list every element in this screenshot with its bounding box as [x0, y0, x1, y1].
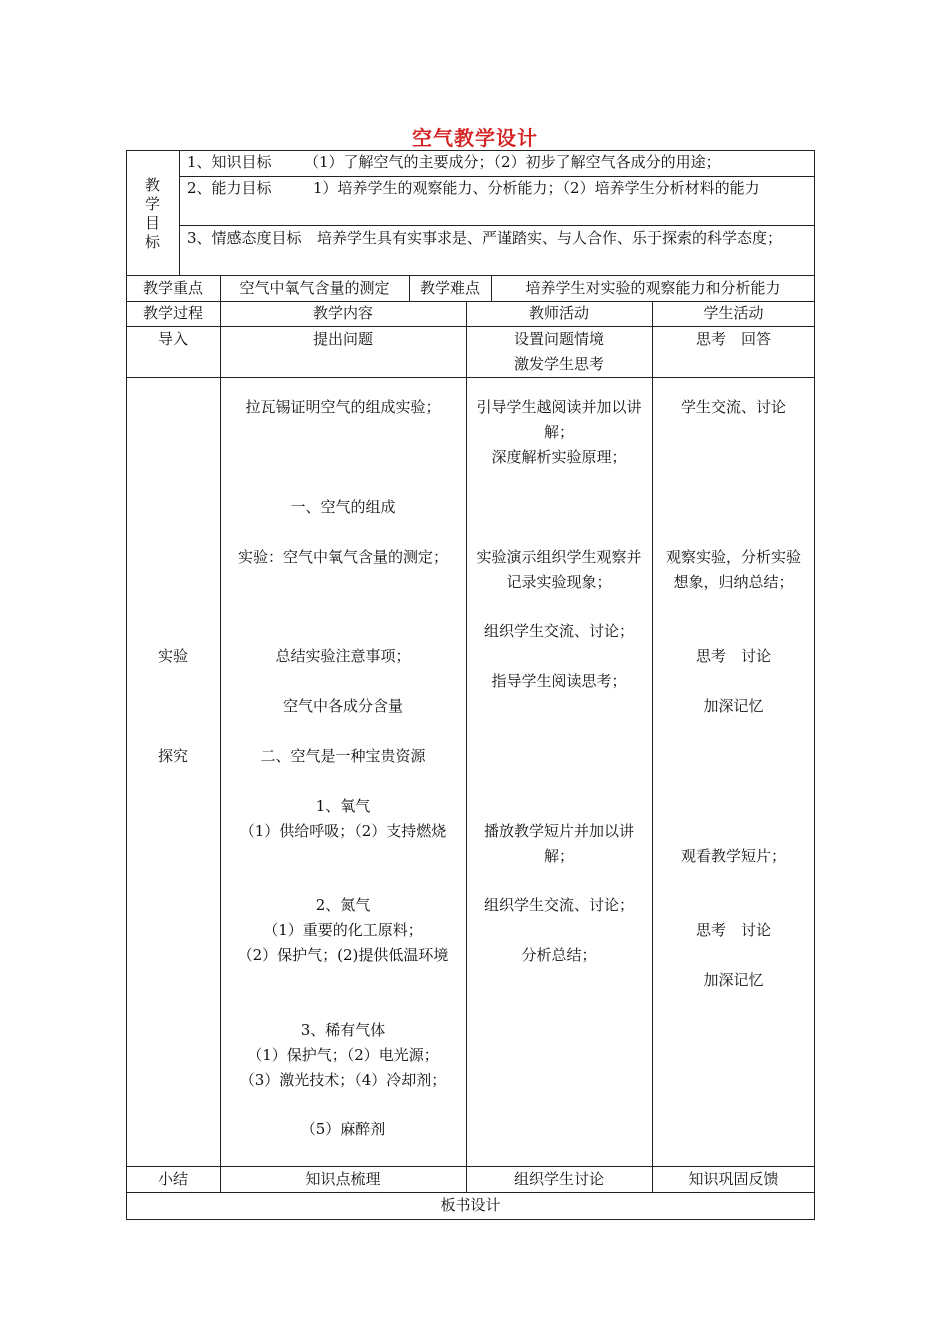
content-item: （1）供给呼吸；（2）支持燃烧	[239, 822, 447, 840]
objectives-header-char: 教	[144, 176, 160, 194]
table-border-bottom	[126, 1219, 815, 1220]
col-divider	[652, 301, 653, 1193]
ability-objective-label: 2、能力目标	[187, 179, 272, 197]
col-divider	[466, 301, 467, 1193]
col-header-teacher: 教师活动	[528, 304, 589, 322]
intro-teacher-line: 设置问题情境	[513, 330, 604, 348]
intro-teacher-line: 激发学生思考	[513, 355, 604, 373]
content-item: 一、空气的组成	[290, 498, 396, 516]
content-item: 实验：空气中氧气含量的测定；	[237, 548, 448, 566]
content-item: 二、空气是一种宝贵资源	[260, 747, 426, 765]
student-activity: 加深记忆	[703, 971, 764, 989]
explore-stage-line: 探究	[157, 747, 188, 765]
objectives-header-char: 目	[144, 214, 160, 232]
difficulty-value: 培养学生对实验的观察能力和分析能力	[525, 279, 781, 297]
emotion-objective-label: 3、情感态度目标	[187, 229, 302, 247]
content-item: （1）保护气；（2）电光源；	[247, 1046, 439, 1064]
teacher-activity: 引导学生越阅读并加以讲解；	[476, 398, 642, 441]
content-item: （1）重要的化工原料；	[263, 921, 423, 939]
col-divider	[179, 150, 180, 276]
intro-stage: 导入	[157, 330, 188, 348]
student-activity: 加深记忆	[703, 697, 764, 715]
col-header-process: 教学过程	[142, 304, 203, 322]
col-header-student: 学生活动	[703, 304, 764, 322]
content-item: （2）保护气；(2)提供低温环境	[237, 946, 449, 964]
content-item: 3、稀有气体	[300, 1021, 386, 1039]
objectives-header-char: 标	[144, 233, 160, 251]
ability-objective-text: 1）培养学生的观察能力、分析能力；（2）培养学生分析材料的能力	[313, 179, 760, 197]
lesson-plan-table	[126, 150, 815, 1220]
emotion-objective-text: 培养学生具有实事求是、严谨踏实、与人合作、乐于探索的科学态度；	[317, 229, 783, 247]
content-item: （5）麻醉剂	[300, 1120, 386, 1138]
teacher-activity: 深度解析实验原理；	[491, 448, 627, 466]
teacher-activity: 指导学生阅读思考；	[491, 672, 627, 690]
explore-stage-line: 实验	[157, 647, 188, 665]
teacher-activity: 实验演示组织学生观察并记录实验现象；	[476, 548, 642, 591]
intro-content: 提出问题	[312, 330, 373, 348]
summary-teacher: 组织学生讨论	[513, 1170, 604, 1188]
difficulty-label: 教学难点	[419, 279, 480, 297]
student-activity: 学生交流、讨论	[680, 398, 786, 416]
student-activity: 思考 讨论	[695, 921, 771, 939]
summary-stage: 小结	[157, 1170, 188, 1188]
board-design-label: 板书设计	[440, 1196, 501, 1214]
student-activity: 观察实验，分析实验想象，归纳总结；	[665, 548, 801, 591]
knowledge-objective-label: 1、知识目标	[187, 153, 272, 171]
student-activity: 观看教学短片；	[680, 847, 786, 865]
teacher-activity: 分析总结；	[521, 946, 597, 964]
summary-student: 知识巩固反馈	[688, 1170, 779, 1188]
key-point-label: 教学重点	[142, 279, 203, 297]
row-divider	[126, 377, 815, 378]
knowledge-objective-text: （1）了解空气的主要成分；（2）初步了解空气各成分的用途；	[304, 153, 721, 171]
intro-student: 思考 回答	[695, 330, 771, 348]
content-item: （3）激光技术；（4）冷却剂；	[239, 1071, 447, 1089]
page-title: 空气教学设计	[412, 126, 538, 150]
content-item: 2、氮气	[315, 896, 371, 914]
content-item: 总结实验注意事项；	[275, 647, 411, 665]
objectives-header	[126, 176, 179, 252]
content-item: 空气中各成分含量	[282, 697, 403, 715]
teacher-activity: 组织学生交流、讨论；	[483, 896, 634, 914]
content-item: 拉瓦锡证明空气的组成实验；	[245, 398, 441, 416]
col-header-content: 教学内容	[312, 304, 373, 322]
objectives-header-char: 学	[144, 195, 160, 213]
teacher-activity: 组织学生交流、讨论；	[483, 622, 634, 640]
student-activity: 思考 讨论	[695, 647, 771, 665]
key-point-value: 空气中氧气含量的测定	[239, 279, 390, 297]
summary-content: 知识点梳理	[305, 1170, 381, 1188]
content-item: 1、氧气	[315, 797, 371, 815]
teacher-activity: 播放教学短片并加以讲解；	[483, 822, 634, 865]
